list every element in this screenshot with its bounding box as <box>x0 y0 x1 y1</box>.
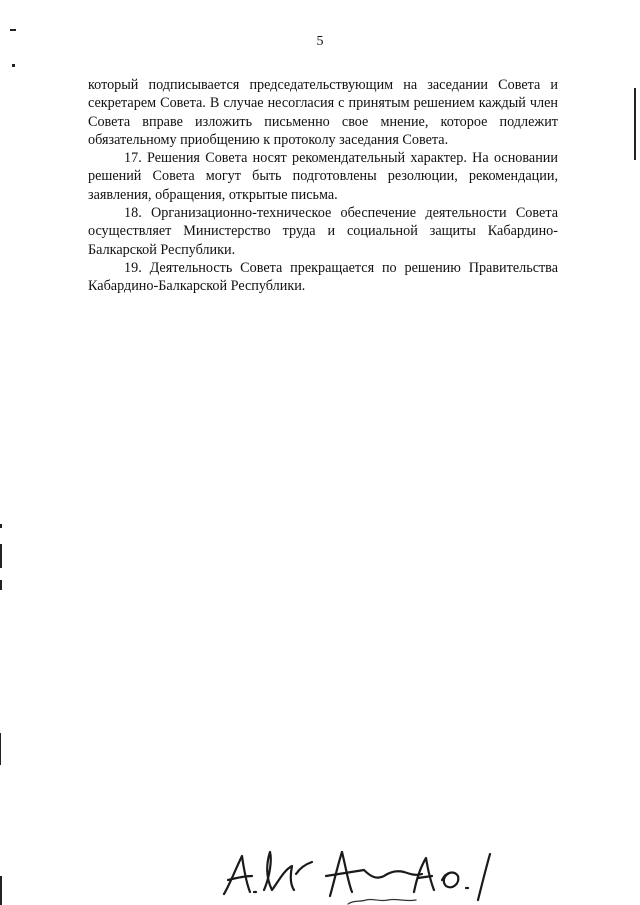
page-number: 5 <box>316 34 324 49</box>
handwritten-signature <box>220 846 520 905</box>
paragraph-18: 18. Организационно-техническое обеспечение деятельности Совета осуществляет Министерство труда и социальной защиты Кабардино-Балкарской Республики. <box>88 205 558 258</box>
scan-mark <box>0 544 2 568</box>
scan-mark <box>0 733 1 765</box>
scan-mark <box>12 64 15 67</box>
paragraph-17: 17. Решения Совета носят рекомендательный характер. На основании решений Совета могут быть подготовлены резолюции, рекомендации, заявления, обращения, открытые письма. <box>88 150 558 203</box>
scan-mark <box>10 29 16 31</box>
scan-mark <box>0 524 2 528</box>
paragraph-19: 19. Деятельность Совета прекращается по решению Правительства Кабардино-Балкарской Республики. <box>88 259 558 295</box>
scan-mark <box>0 876 2 905</box>
scan-mark <box>0 580 2 590</box>
scan-mark <box>634 88 636 160</box>
document-body <box>88 76 558 296</box>
paragraph-continuation: который подписывается председательствующим на заседании Совета и секретарем Совета. В случае несогласия с принятым решением каждый член Совета вправе изложить письменно свое мнение, которое подлежит обязательному приобщению к протоколу заседания Совета. <box>88 77 558 148</box>
